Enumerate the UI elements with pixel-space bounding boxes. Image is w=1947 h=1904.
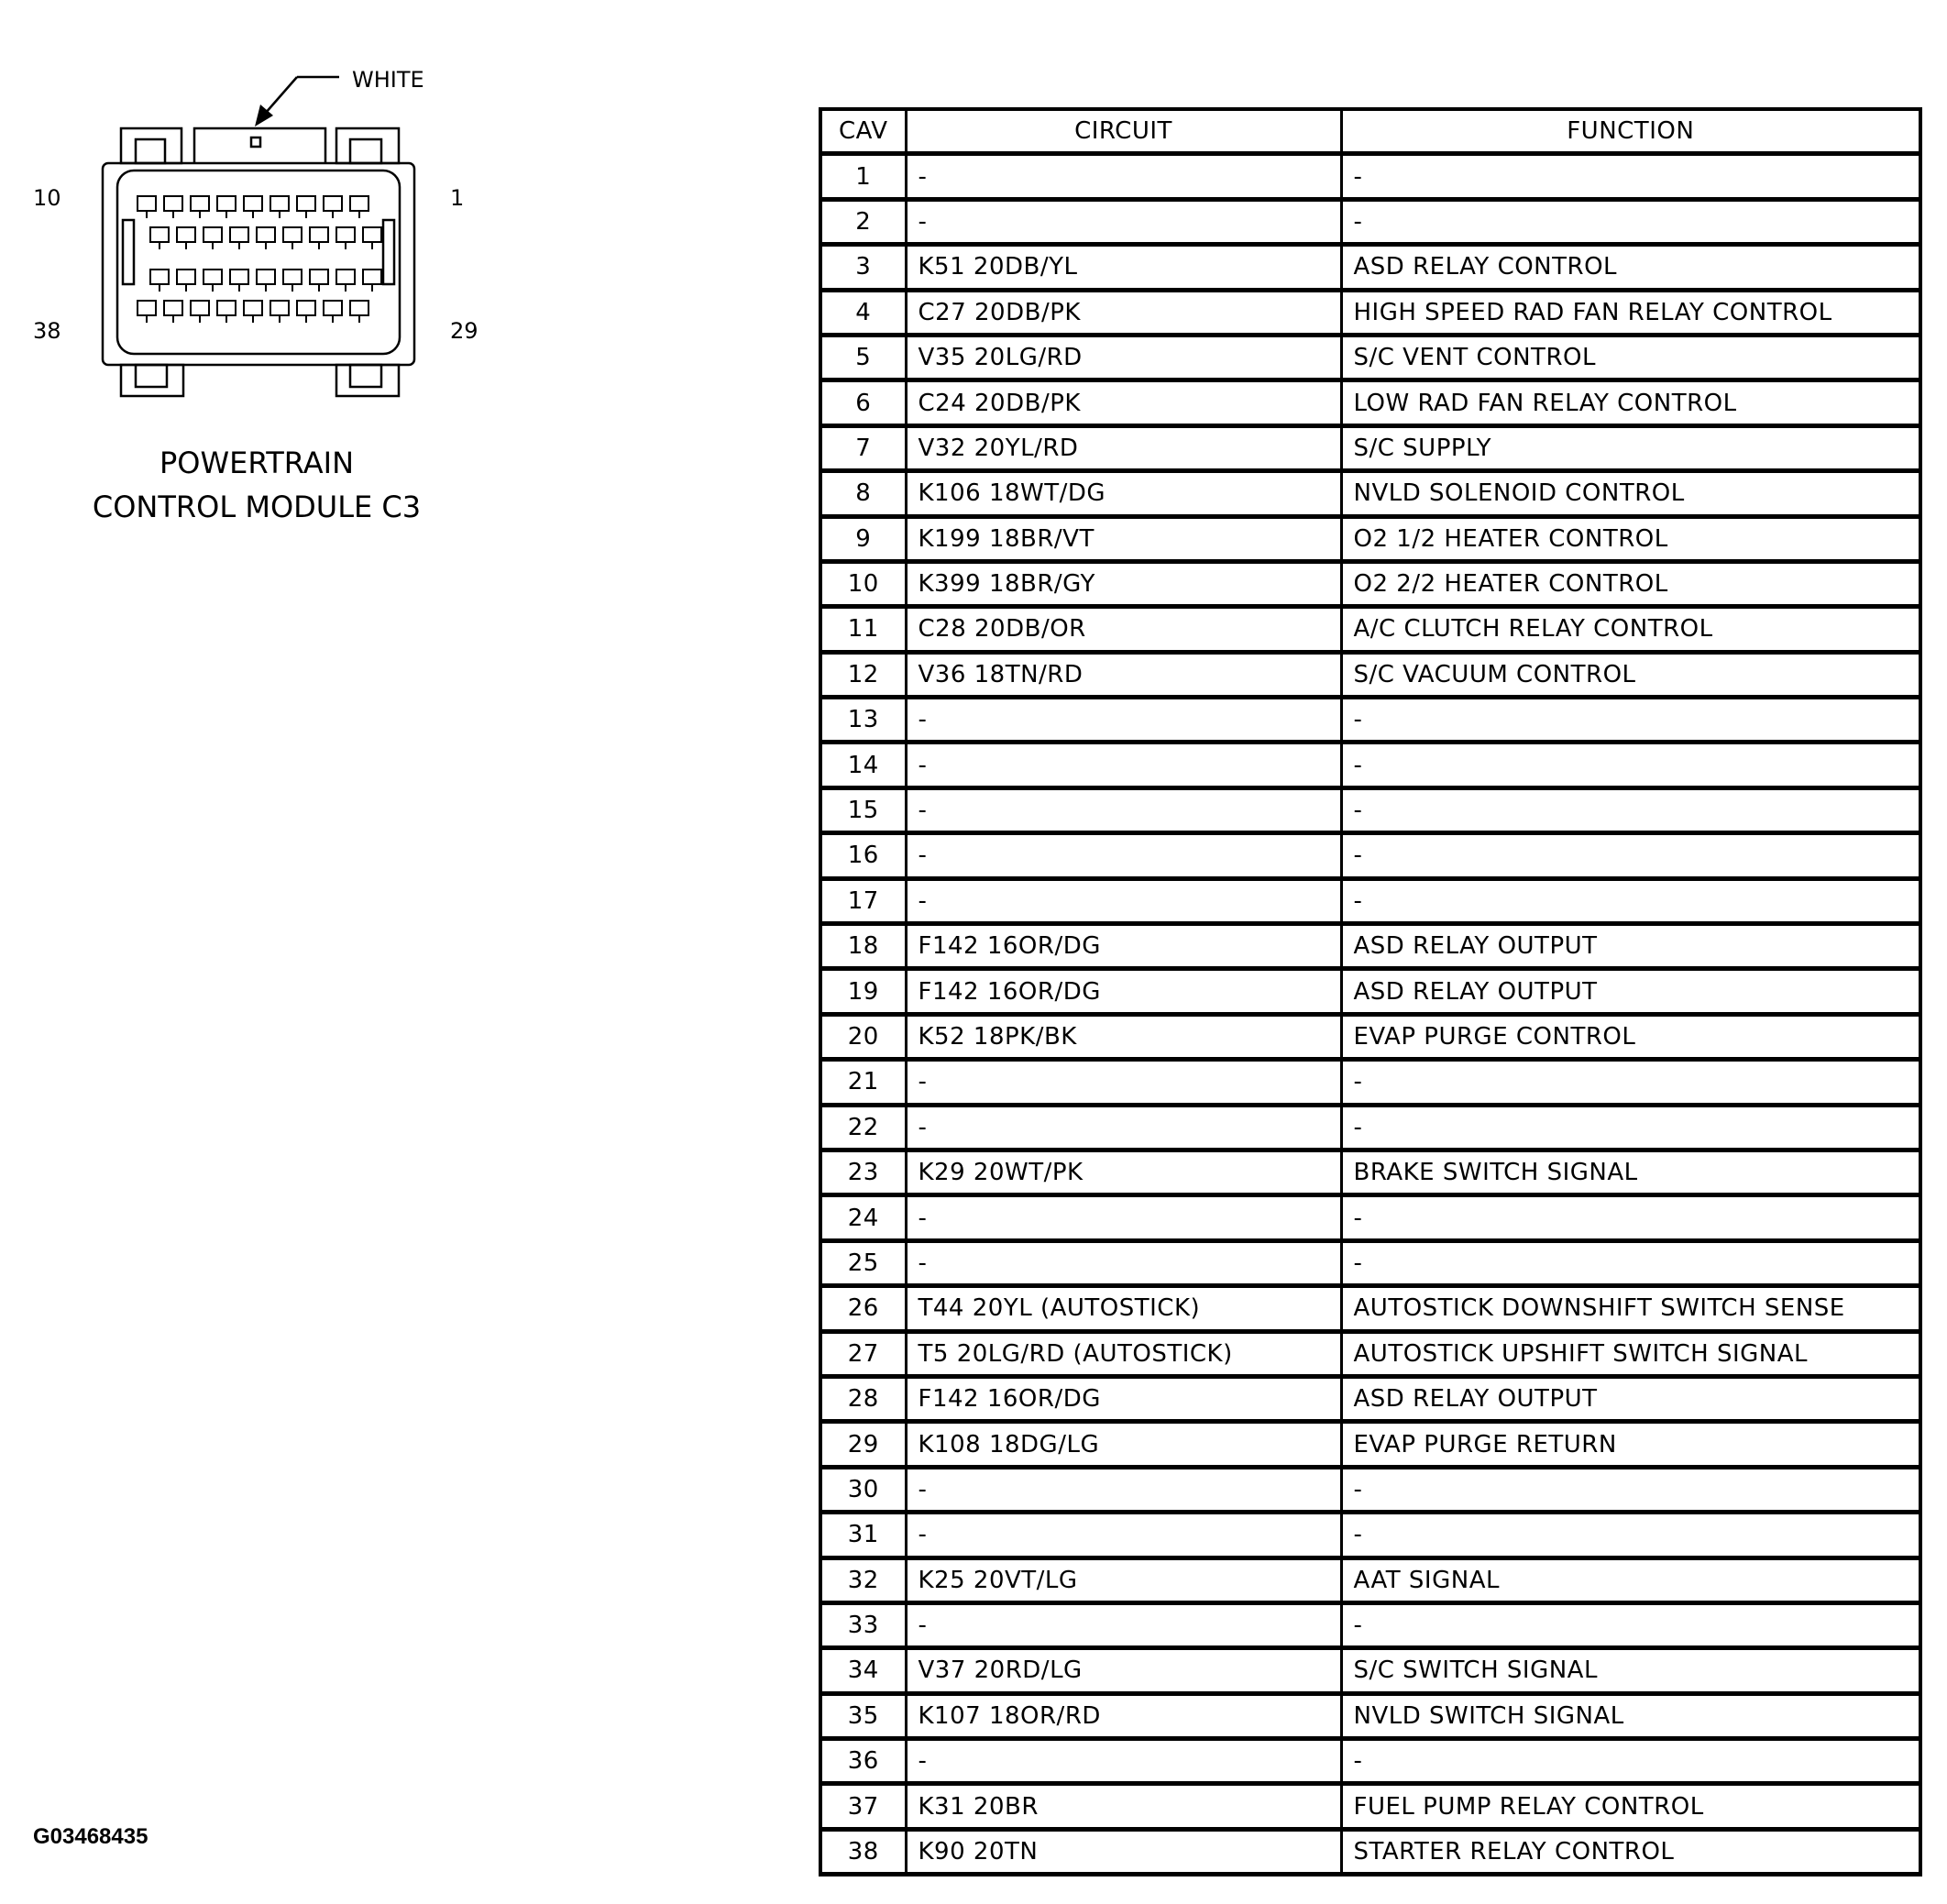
table-row xyxy=(820,1331,1920,1376)
cav-cell: 4 xyxy=(820,290,906,335)
cavity xyxy=(350,301,368,323)
table-row xyxy=(820,969,1920,1014)
cavity xyxy=(150,227,169,249)
table-row xyxy=(820,833,1920,878)
function-cell: ASD RELAY OUTPUT xyxy=(1341,1376,1920,1421)
cavity xyxy=(177,270,195,292)
table-row xyxy=(820,1467,1920,1512)
circuit-cell: C27 20DB/PK xyxy=(906,290,1341,335)
cav-cell: 20 xyxy=(820,1014,906,1059)
table-row xyxy=(820,1105,1920,1150)
cav-cell: 19 xyxy=(820,969,906,1014)
cavity xyxy=(363,270,381,292)
cavity xyxy=(336,270,355,292)
circuit-cell: - xyxy=(906,787,1341,832)
function-cell: - xyxy=(1341,878,1920,923)
cavity xyxy=(164,301,182,323)
circuit-cell: - xyxy=(906,833,1341,878)
connector-title-line1: POWERTRAIN xyxy=(160,446,354,480)
circuit-cell: K31 20BR xyxy=(906,1784,1341,1829)
function-cell: S/C SWITCH SIGNAL xyxy=(1341,1648,1920,1693)
connector-title-line2: CONTROL MODULE C3 xyxy=(92,490,422,524)
cav-cell: 6 xyxy=(820,380,906,425)
cav-cell: 28 xyxy=(820,1376,906,1421)
cavity xyxy=(350,196,368,218)
cavity xyxy=(283,227,302,249)
table-row xyxy=(820,516,1920,561)
table-row xyxy=(820,607,1920,652)
cav-cell: 38 xyxy=(820,1829,906,1874)
cav-cell: 3 xyxy=(820,245,906,290)
pin-label-1: 1 xyxy=(450,185,465,211)
table-row xyxy=(820,1240,1920,1285)
cav-cell: 14 xyxy=(820,743,906,787)
cav-cell: 22 xyxy=(820,1105,906,1150)
circuit-cell: C28 20DB/OR xyxy=(906,607,1341,652)
cav-cell: 35 xyxy=(820,1693,906,1738)
function-cell: - xyxy=(1341,199,1920,244)
header-circuit: CIRCUIT xyxy=(906,109,1341,154)
circuit-cell: K107 18OR/RD xyxy=(906,1693,1341,1738)
table-row xyxy=(820,380,1920,425)
cav-cell: 21 xyxy=(820,1060,906,1105)
table-row xyxy=(820,1829,1920,1874)
table-row xyxy=(820,1693,1920,1738)
circuit-cell: - xyxy=(906,1467,1341,1512)
cav-cell: 15 xyxy=(820,787,906,832)
color-leader-arrow xyxy=(255,77,339,127)
pin-label-38: 38 xyxy=(33,318,61,344)
function-cell: BRAKE SWITCH SIGNAL xyxy=(1341,1150,1920,1194)
table-row xyxy=(820,1060,1920,1105)
cav-cell: 9 xyxy=(820,516,906,561)
table-header-row xyxy=(820,109,1920,154)
table-row xyxy=(820,1557,1920,1602)
header-cav: CAV xyxy=(820,109,906,154)
cavity xyxy=(244,301,262,323)
cav-cell: 7 xyxy=(820,425,906,470)
cavity xyxy=(283,270,302,292)
figure-id: G03468435 xyxy=(33,1824,148,1849)
circuit-cell: C24 20DB/PK xyxy=(906,380,1341,425)
cav-cell: 18 xyxy=(820,924,906,969)
circuit-cell: K108 18DG/LG xyxy=(906,1422,1341,1467)
circuit-cell: V35 20LG/RD xyxy=(906,335,1341,380)
cavity xyxy=(164,196,182,218)
function-cell: O2 2/2 HEATER CONTROL xyxy=(1341,561,1920,606)
function-cell: - xyxy=(1341,1739,1920,1784)
table-row xyxy=(820,698,1920,743)
table-row xyxy=(820,743,1920,787)
circuit-cell: F142 16OR/DG xyxy=(906,924,1341,969)
function-cell: AUTOSTICK DOWNSHIFT SWITCH SENSE xyxy=(1341,1286,1920,1331)
circuit-cell: K29 20WT/PK xyxy=(906,1150,1341,1194)
cavity xyxy=(257,270,275,292)
table-row xyxy=(820,335,1920,380)
cavity xyxy=(297,301,315,323)
cavity xyxy=(363,227,381,249)
cav-cell: 5 xyxy=(820,335,906,380)
function-cell: S/C VENT CONTROL xyxy=(1341,335,1920,380)
cav-cell: 2 xyxy=(820,199,906,244)
table-row xyxy=(820,1602,1920,1647)
circuit-cell: K52 18PK/BK xyxy=(906,1014,1341,1059)
function-cell: S/C VACUUM CONTROL xyxy=(1341,652,1920,697)
cavity xyxy=(324,196,342,218)
circuit-cell: - xyxy=(906,698,1341,743)
function-cell: - xyxy=(1341,1240,1920,1285)
cavity xyxy=(191,301,209,323)
cav-cell: 33 xyxy=(820,1602,906,1647)
cavity xyxy=(204,227,222,249)
circuit-cell: K399 18BR/GY xyxy=(906,561,1341,606)
connector-color-label: WHITE xyxy=(352,67,424,93)
circuit-cell: K90 20TN xyxy=(906,1829,1341,1874)
table-row xyxy=(820,878,1920,923)
table-row xyxy=(820,199,1920,244)
table-row xyxy=(820,1422,1920,1467)
header-function: FUNCTION xyxy=(1341,109,1920,154)
cavity xyxy=(230,227,248,249)
circuit-cell: T5 20LG/RD (AUTOSTICK) xyxy=(906,1331,1341,1376)
function-cell: FUEL PUMP RELAY CONTROL xyxy=(1341,1784,1920,1829)
circuit-cell: F142 16OR/DG xyxy=(906,969,1341,1014)
function-cell: ASD RELAY OUTPUT xyxy=(1341,924,1920,969)
cav-cell: 36 xyxy=(820,1739,906,1784)
function-cell: EVAP PURGE CONTROL xyxy=(1341,1014,1920,1059)
cavity xyxy=(324,301,342,323)
cavity xyxy=(217,196,236,218)
cav-cell: 29 xyxy=(820,1422,906,1467)
pin-label-29: 29 xyxy=(450,318,478,344)
cav-cell: 37 xyxy=(820,1784,906,1829)
circuit-cell: - xyxy=(906,1060,1341,1105)
function-cell: - xyxy=(1341,1105,1920,1150)
function-cell: - xyxy=(1341,1602,1920,1647)
cavity xyxy=(336,227,355,249)
circuit-cell: - xyxy=(906,1195,1341,1240)
cav-cell: 26 xyxy=(820,1286,906,1331)
cavity xyxy=(177,227,195,249)
cav-cell: 11 xyxy=(820,607,906,652)
connector-cavities xyxy=(138,196,381,323)
circuit-cell: - xyxy=(906,1240,1341,1285)
cav-cell: 1 xyxy=(820,154,906,199)
cavity xyxy=(150,270,169,292)
function-cell: STARTER RELAY CONTROL xyxy=(1341,1829,1920,1874)
function-cell: S/C SUPPLY xyxy=(1341,425,1920,470)
circuit-cell: K199 18BR/VT xyxy=(906,516,1341,561)
table-row xyxy=(820,561,1920,606)
circuit-cell: T44 20YL (AUTOSTICK) xyxy=(906,1286,1341,1331)
function-cell: AAT SIGNAL xyxy=(1341,1557,1920,1602)
function-cell: O2 1/2 HEATER CONTROL xyxy=(1341,516,1920,561)
cav-cell: 34 xyxy=(820,1648,906,1693)
cavity xyxy=(191,196,209,218)
cav-cell: 17 xyxy=(820,878,906,923)
function-cell: - xyxy=(1341,1513,1920,1557)
circuit-cell: F142 16OR/DG xyxy=(906,1376,1341,1421)
cavity xyxy=(270,301,289,323)
pin-label-10: 10 xyxy=(33,185,61,211)
cavity xyxy=(230,270,248,292)
cav-cell: 24 xyxy=(820,1195,906,1240)
table-row xyxy=(820,1648,1920,1693)
circuit-cell: - xyxy=(906,1602,1341,1647)
cav-cell: 27 xyxy=(820,1331,906,1376)
table-row xyxy=(820,425,1920,470)
cavity xyxy=(138,301,156,323)
function-cell: - xyxy=(1341,154,1920,199)
table-row xyxy=(820,1286,1920,1331)
function-cell: A/C CLUTCH RELAY CONTROL xyxy=(1341,607,1920,652)
table-row xyxy=(820,787,1920,832)
circuit-cell: - xyxy=(906,154,1341,199)
cavity xyxy=(217,301,236,323)
circuit-cell: - xyxy=(906,743,1341,787)
circuit-cell: K106 18WT/DG xyxy=(906,471,1341,516)
cavity xyxy=(297,196,315,218)
function-cell: AUTOSTICK UPSHIFT SWITCH SIGNAL xyxy=(1341,1331,1920,1376)
cavity xyxy=(310,227,328,249)
cav-cell: 13 xyxy=(820,698,906,743)
cavity xyxy=(204,270,222,292)
function-cell: LOW RAD FAN RELAY CONTROL xyxy=(1341,380,1920,425)
cav-cell: 12 xyxy=(820,652,906,697)
cavity xyxy=(270,196,289,218)
circuit-cell: - xyxy=(906,1105,1341,1150)
function-cell: - xyxy=(1341,1467,1920,1512)
cavity xyxy=(257,227,275,249)
cav-cell: 23 xyxy=(820,1150,906,1194)
table-row xyxy=(820,471,1920,516)
function-cell: - xyxy=(1341,1195,1920,1240)
table-row xyxy=(820,1739,1920,1784)
table-row xyxy=(820,290,1920,335)
function-cell: EVAP PURGE RETURN xyxy=(1341,1422,1920,1467)
function-cell: - xyxy=(1341,1060,1920,1105)
table-row xyxy=(820,1014,1920,1059)
function-cell: NVLD SWITCH SIGNAL xyxy=(1341,1693,1920,1738)
circuit-cell: V36 18TN/RD xyxy=(906,652,1341,697)
cav-cell: 32 xyxy=(820,1557,906,1602)
function-cell: - xyxy=(1341,833,1920,878)
cav-cell: 8 xyxy=(820,471,906,516)
table-row xyxy=(820,1376,1920,1421)
function-cell: ASD RELAY CONTROL xyxy=(1341,245,1920,290)
circuit-cell: V37 20RD/LG xyxy=(906,1648,1341,1693)
cavity xyxy=(138,196,156,218)
table-row xyxy=(820,154,1920,199)
cavity xyxy=(244,196,262,218)
connector-body xyxy=(103,128,414,396)
cav-cell: 16 xyxy=(820,833,906,878)
function-cell: - xyxy=(1341,743,1920,787)
function-cell: HIGH SPEED RAD FAN RELAY CONTROL xyxy=(1341,290,1920,335)
function-cell: - xyxy=(1341,787,1920,832)
circuit-cell: - xyxy=(906,1513,1341,1557)
function-cell: - xyxy=(1341,698,1920,743)
circuit-cell: K25 20VT/LG xyxy=(906,1557,1341,1602)
cav-cell: 30 xyxy=(820,1467,906,1512)
cavity xyxy=(310,270,328,292)
table-row xyxy=(820,652,1920,697)
function-cell: ASD RELAY OUTPUT xyxy=(1341,969,1920,1014)
cav-cell: 25 xyxy=(820,1240,906,1285)
table-row xyxy=(820,1195,1920,1240)
table-row xyxy=(820,245,1920,290)
connector-diagram xyxy=(0,0,568,587)
circuit-cell: K51 20DB/YL xyxy=(906,245,1341,290)
circuit-cell: - xyxy=(906,199,1341,244)
circuit-cell: - xyxy=(906,878,1341,923)
function-cell: NVLD SOLENOID CONTROL xyxy=(1341,471,1920,516)
pinout-table xyxy=(819,107,1922,1876)
table-row xyxy=(820,1150,1920,1194)
cav-cell: 31 xyxy=(820,1513,906,1557)
circuit-cell: V32 20YL/RD xyxy=(906,425,1341,470)
table-row xyxy=(820,924,1920,969)
cav-cell: 10 xyxy=(820,561,906,606)
table-row xyxy=(820,1513,1920,1557)
table-row xyxy=(820,1784,1920,1829)
circuit-cell: - xyxy=(906,1739,1341,1784)
